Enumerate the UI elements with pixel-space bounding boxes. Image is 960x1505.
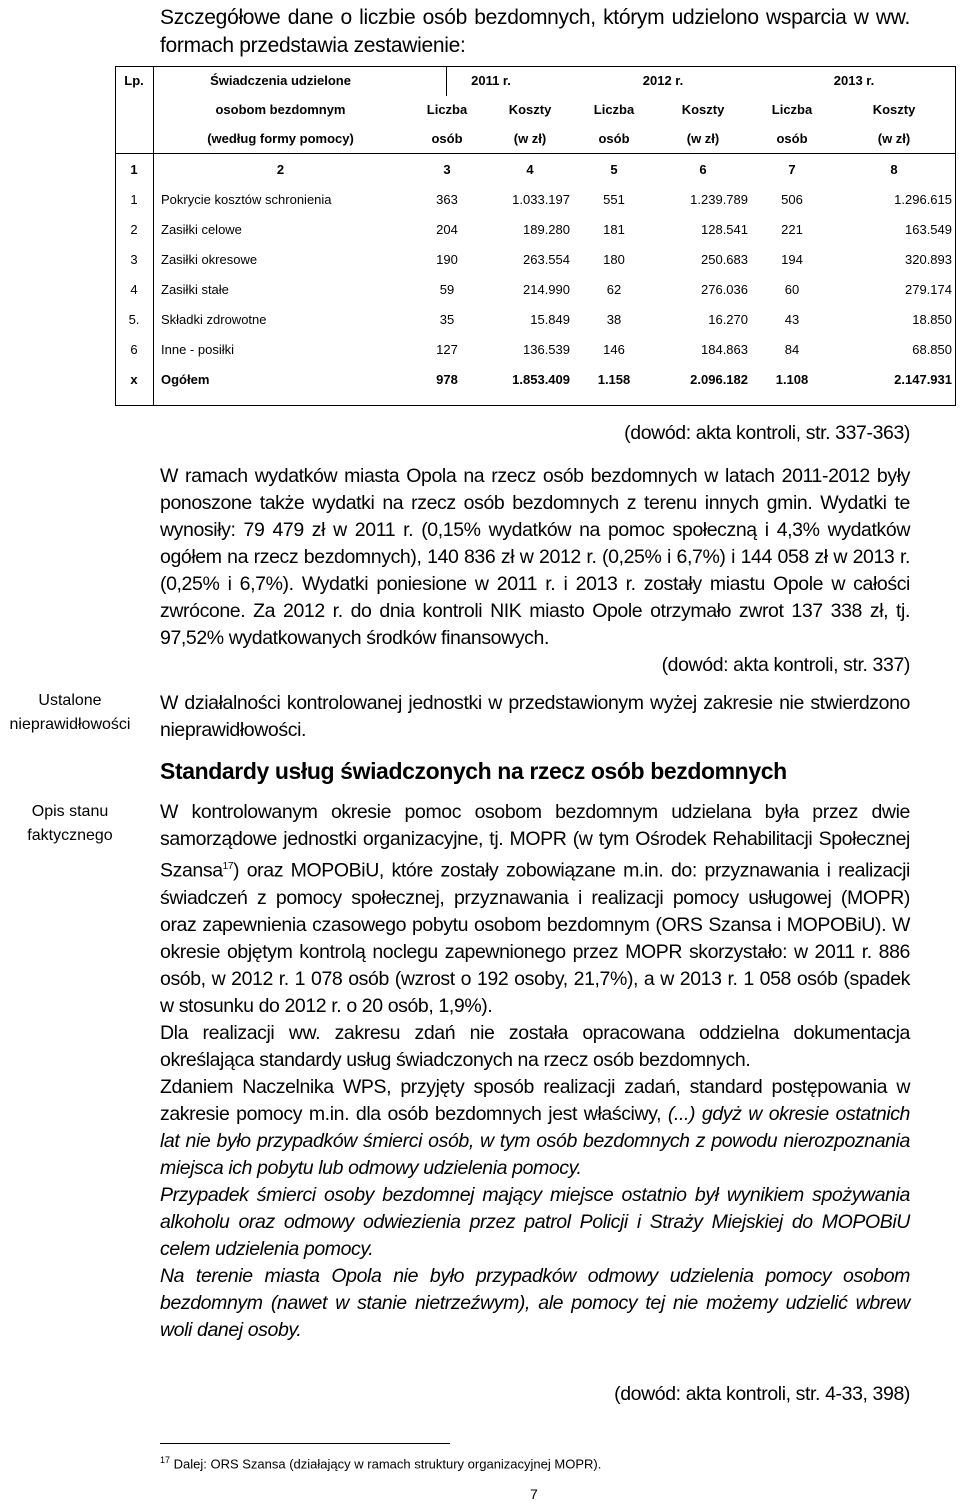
header-row-2 (115, 95, 956, 124)
paragraph-standards (160, 799, 910, 1344)
table-cell: 68.850 (912, 341, 952, 357)
col-num: 3 (408, 154, 486, 185)
col-num: 6 (654, 154, 752, 185)
table-cell: 320.893 (905, 251, 952, 267)
col-num: 4 (486, 154, 574, 185)
paragraph-expenses (160, 463, 910, 679)
header-osob: osób (776, 131, 808, 146)
paragraph-text: W działalności kontrolowanej jednostki w przedstawionym wyżej zakresie nie stwierdzono nieprawidłowości. (160, 692, 910, 741)
table-cell: 1.108 (775, 371, 809, 387)
table-cell: 551 (603, 191, 625, 207)
table-cell: 128.541 (701, 221, 748, 237)
table-cell: 18.850 (912, 311, 952, 327)
header-koszty: Koszty (508, 102, 552, 117)
paragraph-text: Na terenie miasta Opola nie było przypadków odmowy udzielenia pomocy osobom bezdomnym (nawet w stanie nietrzeźwym), ale pomocy tej nie możemy udzielić wbrew woli danej osoby. (160, 1264, 910, 1341)
table-cell: Pokrycie kosztów schronienia (161, 191, 332, 207)
header-liczba: Liczba (771, 102, 813, 117)
table-cell: 190 (436, 251, 458, 267)
source-note-2: (dowód: akta kontroli, str. 337) (661, 654, 910, 676)
table-cell: Zasiłki celowe (161, 221, 242, 237)
table-cell: Inne - posiłki (161, 341, 234, 357)
paragraph-no-irregularities (160, 690, 910, 744)
table-cell: 3 (130, 251, 138, 267)
table-cell: 35 (439, 311, 455, 327)
header-year-2011: 2011 r. (471, 73, 511, 88)
table-body (115, 184, 956, 394)
table-row (115, 364, 956, 394)
footnote-rule (160, 1443, 450, 1444)
table-cell: 250.683 (701, 251, 748, 267)
col-num: 1 (115, 154, 153, 185)
table-cell: 189.280 (523, 221, 570, 237)
header-koszty: Koszty (872, 102, 916, 117)
table-cell: x (130, 371, 138, 387)
header-liczba: Liczba (426, 102, 468, 117)
header-wzl: (w zł) (686, 131, 720, 146)
table-cell: 84 (784, 341, 800, 357)
table-cell: 1.296.615 (894, 191, 952, 207)
table-cell: Składki zdrowotne (161, 311, 267, 327)
table-cell: 2 (130, 221, 138, 237)
header-osob: osób (598, 131, 630, 146)
paragraph-text: Dla realizacji ww. zakresu zdań nie została opracowana oddzielna dokumentacja określająca standardy usług świadczonych na rzecz osób bezdomnych. (160, 1021, 910, 1071)
col-num: 5 (574, 154, 654, 185)
table-cell: 204 (436, 221, 458, 237)
header-liczba: Liczba (593, 102, 635, 117)
header-year-2013: 2013 r. (833, 73, 875, 88)
table-cell: 2.147.931 (894, 371, 952, 387)
table-cell: 5. (128, 311, 140, 327)
assistance-table (115, 66, 956, 394)
column-number-row (115, 154, 956, 185)
header-desc: Świadczenia udzielone (210, 73, 351, 88)
table-cell: 180 (603, 251, 625, 267)
table-cell: 184.863 (701, 341, 748, 357)
section-heading: Standardy usług świadczonych na rzecz osób bezdomnych (160, 758, 787, 784)
side-label-irregularities: Ustalone nieprawidłowości (9, 692, 131, 733)
table-cell: 506 (781, 191, 803, 207)
side-label-facts: Opis stanu faktycznego (27, 803, 113, 844)
table-cell: 263.554 (523, 251, 570, 267)
table-cell: 60 (784, 281, 800, 297)
table-row (115, 214, 956, 244)
header-row-3 (115, 124, 956, 154)
table-cell: 146 (603, 341, 625, 357)
paragraph-text: Zdaniem Naczelnika WPS, przyjęty sposób realizacji zadań, standard postępowania w zakresie pomocy m.in. dla osób bezdomnych jest właściwy, (...) gdyż w okresie ostatnich lat nie było przypadków śmierci osób, w tym osób bezdomnych z powodu nierozpoznania miejsca ich pobytu lub odmowy udzielenia pomocy. (160, 1075, 910, 1179)
table-cell: 1.853.409 (512, 371, 570, 387)
table-cell: 194 (781, 251, 803, 267)
source-note-1: (dowód: akta kontroli, str. 337-363) (624, 422, 910, 444)
table-cell: 127 (436, 341, 458, 357)
col-num: 7 (752, 154, 832, 185)
paragraph-text: Przypadek śmierci osoby bezdomnej mający miejsce ostatnio był wynikiem spożywania alkoholu oraz odmowy odwiezienia przez patrol Policji i Straży Miejskiej do MOPOBiU celem udzielenia pomocy. (160, 1183, 910, 1260)
header-wzl: (w zł) (513, 131, 547, 146)
col-num: 2 (153, 154, 408, 185)
header-desc: (według formy pomocy) (207, 131, 354, 146)
table-cell: 1 (130, 191, 138, 207)
table-cell: 2.096.182 (690, 371, 748, 387)
table-cell: 59 (439, 281, 455, 297)
table-row (115, 184, 956, 214)
header-year-2012: 2012 r. (642, 73, 684, 88)
table-cell: Zasiłki stałe (161, 281, 229, 297)
header-desc: osobom bezdomnym (215, 102, 346, 117)
table-row (115, 334, 956, 364)
table-cell: 6 (130, 341, 138, 357)
table-cell: Ogółem (161, 371, 210, 387)
page-number: 7 (530, 1486, 538, 1502)
table-cell: 16.270 (708, 311, 748, 327)
table-cell: 43 (784, 311, 800, 327)
header-osob: osób (431, 131, 463, 146)
footnote-ref: 17 (222, 861, 233, 872)
table-cell: 38 (606, 311, 622, 327)
table-cell: 363 (436, 191, 458, 207)
table-cell: 4 (130, 281, 138, 297)
table-cell: 136.539 (523, 341, 570, 357)
table-row (115, 304, 956, 334)
table-cell: 15.849 (530, 311, 570, 327)
table-cell: 181 (603, 221, 625, 237)
header-wzl: (w zł) (877, 131, 911, 146)
source-note-3: (dowód: akta kontroli, str. 4-33, 398) (614, 1383, 910, 1405)
table-cell: Zasiłki okresowe (161, 251, 258, 267)
table-cell: 62 (606, 281, 622, 297)
table-divider (153, 66, 154, 406)
footnote: $^{17}$ Dalej: ORS Szansa (działający w ramach struktury organizacyjnej MOPR). (160, 1455, 602, 1472)
table-cell: 214.990 (523, 281, 570, 297)
table-cell: 276.036 (701, 281, 748, 297)
paragraph-text: W kontrolowanym okresie pomoc osobom bezdomnym udzielana była przez dwie samorządowe jednostki organizacyjne, tj. MOPR (w tym Ośrodek Rehabilitacji Społecznej Szansa$^{17}$) oraz MOPOBiU, które zostały zobowiązane m.in. do: przyznawania i realizacji świadczeń z pomocy społecznej, przyznawania i realizacji pomocy usługowej (MOPR) oraz zapewnienia czasowego pobytu osobom bezdomnym (ORS Szansa i MOPOBiU). W okresie objętym kontrolą noclegu zapewnionego przez MOPR skorzystało: w 2011 r. 886 osób, w 2012 r. 1 078 osób (wzrost o 192 osoby, 21,7%), a w 2013 r. 1 058 osób (spadek w stosunku do 2012 r. o 20 osób, 1,9%). (160, 801, 910, 1017)
table-cell: 221 (781, 221, 803, 237)
table-cell: 1.239.789 (690, 191, 748, 207)
table-cell: 1.033.197 (512, 191, 570, 207)
intro-text: Szczegółowe dane o liczbie osób bezdomnych, którym udzielono wsparcia w ww. formach przedstawia zestawienie: (160, 6, 910, 57)
table-divider (446, 66, 447, 96)
col-num: 8 (832, 154, 956, 185)
table-row (115, 244, 956, 274)
table-row (115, 274, 956, 304)
paragraph-text: W ramach wydatków miasta Opola na rzecz osób bezdomnych w latach 2011-2012 były ponoszone także wydatki na rzecz osób bezdomnych z terenu innych gmin. Wydatki te wynosiły: 79 479 zł w 2011 r. (0,15% wydatków na pomoc społeczną i 4,3% wydatków ogółem na rzecz bezdomnych), 140 836 zł w 2012 r. (0,25% i 6,7%) i 144 058 zł w 2013 r. (0,25% i 6,7%). Wydatki poniesione w 2011 r. i 2013 r. zostały miastu Opole w całości zwrócone. Za 2012 r. do dnia kontroli NIK miasto Opole otrzymało zwrot 137 338 zł, tj. 97,52% wydatkowanych środków finansowych. (160, 465, 910, 649)
header-koszty: Koszty (681, 102, 725, 117)
header-lp: Lp. (124, 73, 144, 88)
table-cell: 163.549 (905, 221, 952, 237)
table-cell: 1.158 (597, 371, 631, 387)
table-cell: 978 (436, 371, 458, 387)
header-row-1 (115, 66, 956, 95)
table-cell: 279.174 (905, 281, 952, 297)
